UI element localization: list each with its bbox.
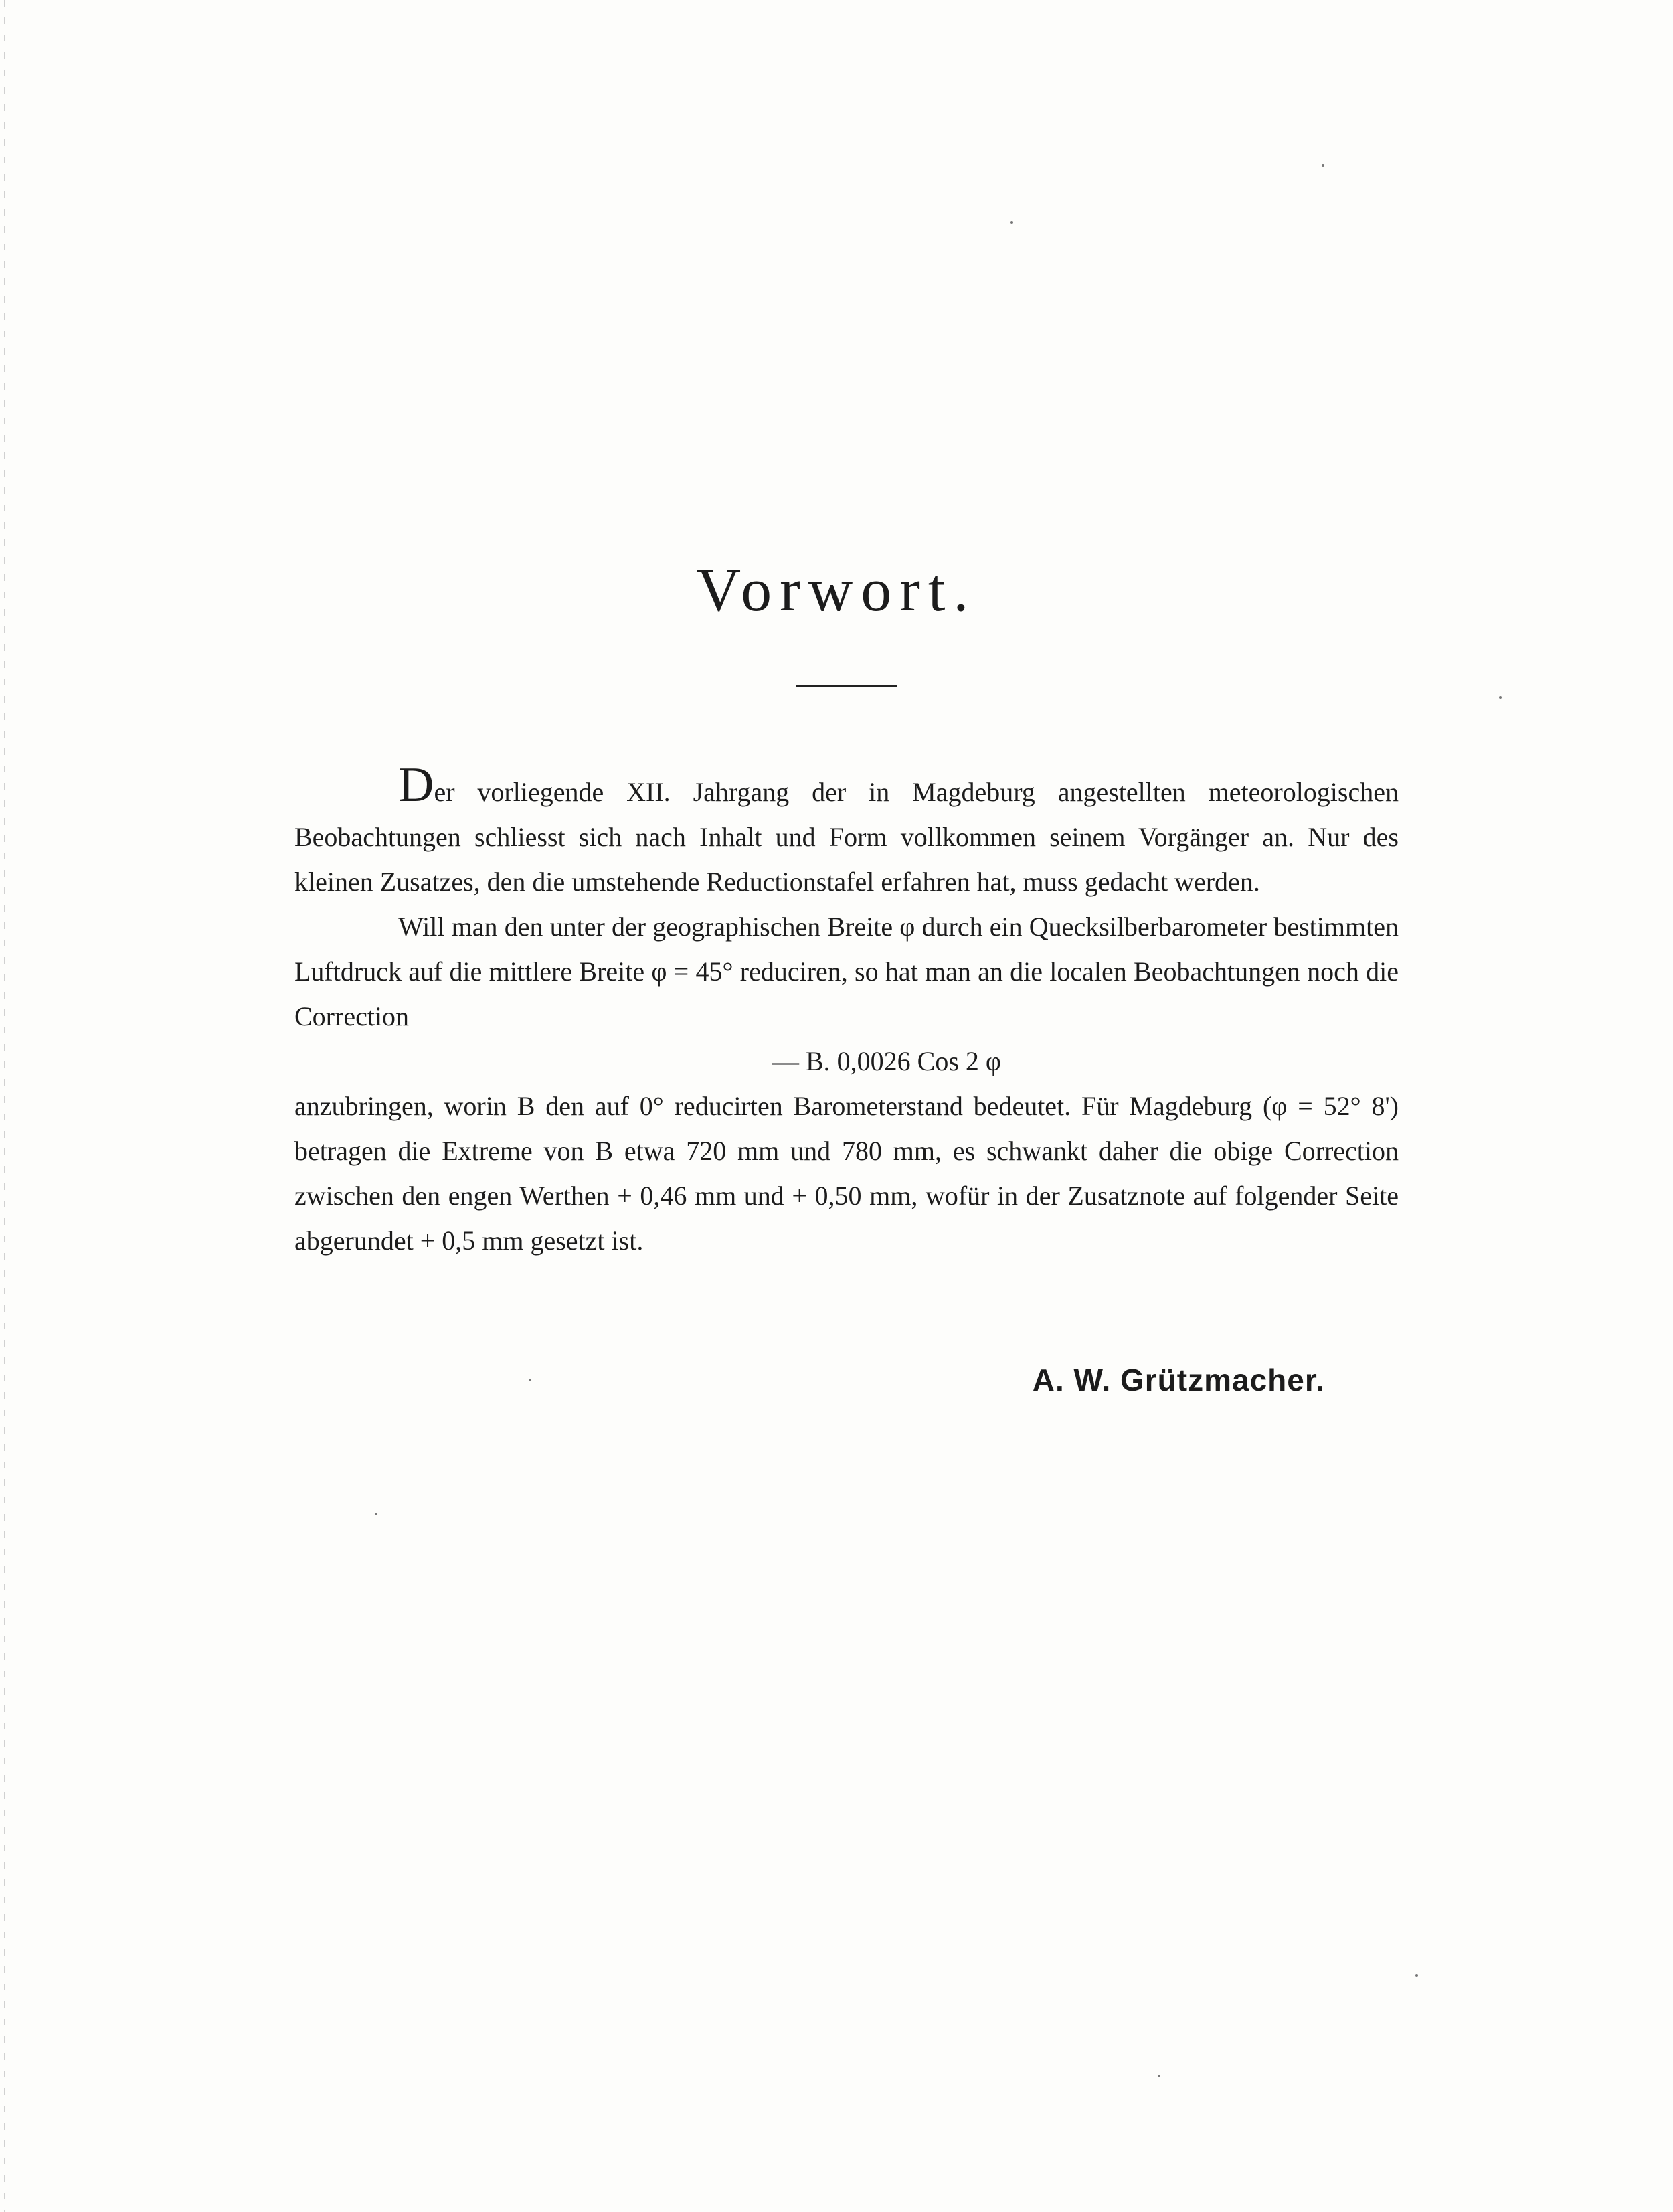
paragraph-2-intro: Will man den unter der geographischen Breite φ durch ein Quecksilberbarometer bestimmten Luftdruck auf die mittlere Breite φ = 45° reduciren, so hat man an die localen Beobachtungen noch die Correction bbox=[294, 912, 1399, 1031]
author-signature: A. W. Grützmacher. bbox=[1032, 1363, 1325, 1397]
scan-speck bbox=[529, 1379, 531, 1381]
preface-body bbox=[294, 758, 1399, 1263]
scan-speck bbox=[1415, 1974, 1418, 1977]
scan-speck bbox=[1322, 164, 1324, 167]
correction-formula: — B. 0,0026 Cos 2 φ bbox=[772, 1046, 1001, 1076]
paragraph-2-continued: anzubringen, worin B den auf 0° reducirten Barometerstand bedeutet. Für Magdeburg (φ = 52° 8') betragen die Extreme von B etwa 720 mm und 780 mm, es schwankt daher die obige Correction zwischen den engen Werthen + 0,46 mm und + 0,50 mm, wofür in der Zusatznote auf folgender Seite abgerundet + 0,5 mm gesetzt ist. bbox=[294, 1091, 1399, 1256]
scan-speck bbox=[1499, 696, 1502, 699]
scan-speck bbox=[375, 1513, 377, 1515]
paragraph-1-text: er vorliegende XII. Jahrgang der in Magdeburg angestellten meteorologischen Beobachtungen schliesst sich nach Inhalt und Form vollkommen seinem Vorgänger an. Nur des kleinen Zusatzes, den die umstehende Reductionstafel erfahren hat, muss gedacht werden. bbox=[294, 777, 1399, 897]
title-divider bbox=[796, 685, 897, 687]
initial-letter: D bbox=[398, 758, 434, 813]
scan-speck bbox=[1010, 221, 1013, 224]
page-title: Vorwort. bbox=[696, 556, 977, 624]
scan-speck bbox=[1158, 2075, 1160, 2077]
page-edge-marks bbox=[4, 0, 5, 2212]
paragraph-1 bbox=[294, 758, 1399, 904]
